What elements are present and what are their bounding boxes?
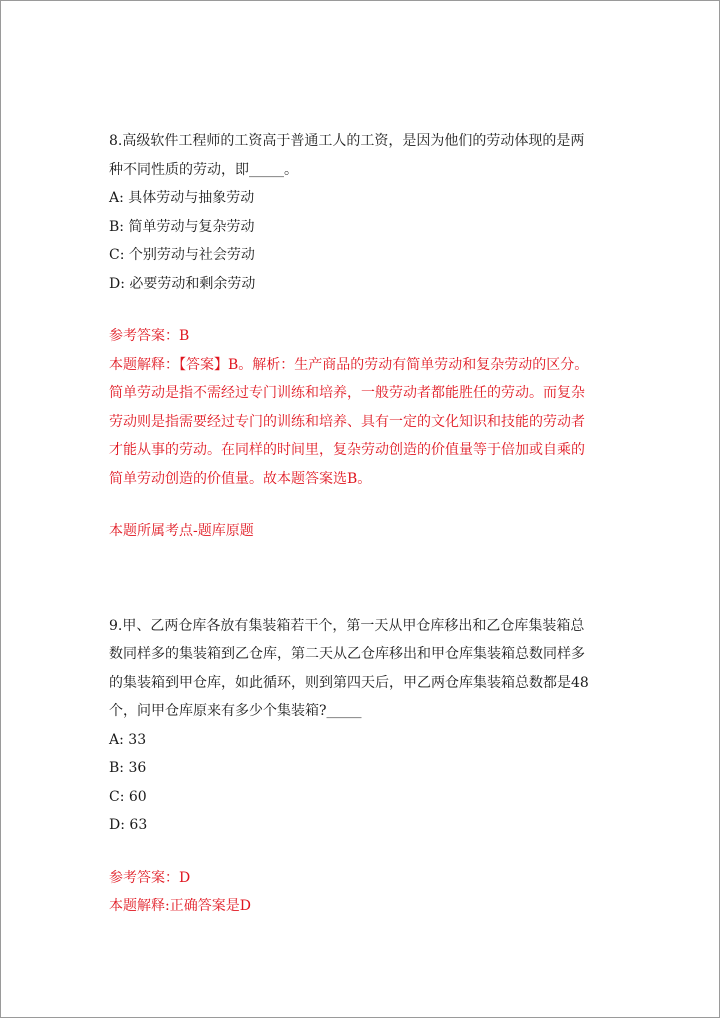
- question-8: [109, 127, 609, 546]
- option-text: 36: [128, 760, 147, 776]
- explanation-line: 本题解释:正确答案是D: [109, 898, 251, 914]
- option-key: D:: [109, 817, 125, 833]
- question-stem-line: 的集装箱到甲仓库，如此循环，则到第四天后，甲乙两仓库集装箱总数都是48: [109, 674, 589, 691]
- category-line: 本题所属考点-题库原题: [109, 523, 254, 539]
- question-stem-line: 9.甲、乙两仓库各放有集装箱若干个，第一天从甲仓库移出和乙仓库集装箱总: [109, 617, 585, 634]
- option-text: 63: [129, 817, 148, 833]
- explanation-line: 才能从事的劳动。在同样的时间里，复杂劳动创造的价值量等于倍加或自乘的: [109, 442, 585, 458]
- question-stem-line: 种不同性质的劳动，即_____。: [109, 161, 298, 178]
- option-d: [109, 811, 609, 840]
- question-9: [109, 612, 609, 921]
- explanation-line: 本题解释：【答案】B。解析：生产商品的劳动有简单劳动和复杂劳动的区分。: [109, 356, 589, 373]
- option-text: 33: [128, 731, 147, 748]
- option-text: 简单劳动与复杂劳动: [128, 218, 255, 235]
- option-key: B:: [109, 760, 125, 776]
- explanation-line: 劳动则是指需要经过专门的训练和培养、具有一定的文化知识和技能的劳动者: [109, 413, 585, 430]
- option-key: A:: [109, 731, 124, 748]
- option-a: [109, 184, 609, 213]
- answer-line: 参考答案：D: [109, 869, 191, 886]
- option-key: B:: [109, 218, 125, 235]
- question-stem-line: 8.高级软件工程师的工资高于普通工人的工资，是因为他们的劳动体现的是两: [109, 133, 585, 149]
- option-c: [109, 783, 609, 812]
- option-text: 具体劳动与抽象劳动: [128, 190, 255, 206]
- option-text: 必要劳动和剩余劳动: [129, 275, 256, 292]
- option-a: [109, 726, 609, 755]
- option-key: A:: [109, 190, 124, 206]
- option-key: C:: [109, 247, 125, 263]
- explanation-line: 简单劳动是指不需经过专门训练和培养，一般劳动者都能胜任的劳动。而复杂: [109, 385, 585, 401]
- option-key: C:: [109, 788, 125, 805]
- question-content: [109, 127, 609, 921]
- option-text: 60: [128, 788, 147, 805]
- question-stem-line: 数同样多的集装箱到乙仓库，第二天从乙仓库移出和甲仓库集装箱总数同样多: [109, 646, 585, 662]
- option-text: 个别劳动与社会劳动: [128, 247, 255, 263]
- option-key: D:: [109, 275, 125, 292]
- explanation-line: 简单劳动创造的价值量。故本题答案选B。: [109, 470, 372, 487]
- option-b: [109, 213, 609, 242]
- option-d: [109, 270, 609, 299]
- option-c: [109, 241, 609, 270]
- answer-line: 参考答案：B: [109, 328, 190, 344]
- option-b: [109, 754, 609, 783]
- question-stem-line: 个，问甲仓库原来有多少个集装箱?_____: [109, 703, 362, 719]
